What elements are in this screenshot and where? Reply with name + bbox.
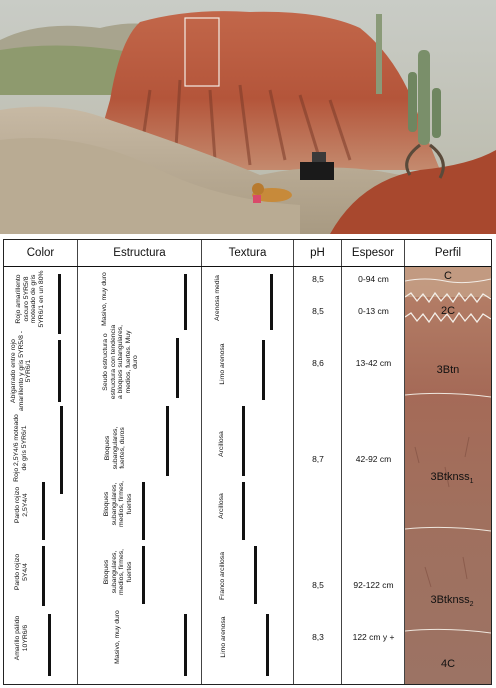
row1-color-bar bbox=[58, 274, 61, 334]
row7-espesor: 122 cm y + bbox=[352, 632, 395, 642]
row1-estructura: Masivo, muy duro bbox=[101, 272, 108, 326]
col-espesor bbox=[342, 267, 405, 684]
row6-estructura: Bloques subangulares, medios, firmes, fuertes bbox=[103, 548, 133, 596]
row1-color: Rojo amarillento oscuro 5YR5/8 moteado de gris 5YR6/1 en un 80% bbox=[15, 270, 45, 328]
row3-textura: Limo arenosa bbox=[219, 343, 226, 385]
row6-textura-bar bbox=[254, 546, 257, 604]
row7-estructura-bar bbox=[184, 614, 187, 676]
profile-label-3btknss1: 3Btknss$_1$ bbox=[430, 471, 474, 486]
row4-textura: Arcillosa bbox=[218, 431, 225, 457]
row3-estructura-bar bbox=[176, 338, 179, 398]
header-ph: pH bbox=[294, 240, 342, 266]
row5-color: Pardo rojizo 2,5Y4/4 bbox=[14, 486, 29, 524]
row2-espesor: 0-13 cm bbox=[358, 306, 389, 316]
header-estructura: Estructura bbox=[78, 240, 202, 266]
row6-ph: 8,5 bbox=[312, 580, 324, 590]
row3-espesor: 13-42 cm bbox=[355, 358, 392, 368]
row3-color: Abigarrado entre rojo amarillento y gris 5YR5/8 - 5YR6/1 bbox=[10, 330, 33, 412]
header-color: Color bbox=[4, 240, 78, 266]
row1-textura-bar bbox=[270, 274, 273, 330]
row2-ph: 8,5 bbox=[312, 306, 324, 316]
row7-textura-bar bbox=[266, 614, 269, 676]
row5-textura: Arcillosa bbox=[218, 493, 225, 519]
row3-textura-bar bbox=[262, 340, 265, 400]
row1-espesor: 0-94 cm bbox=[358, 274, 389, 284]
field-photo bbox=[0, 0, 496, 234]
profile-label-3btknss2: 3Btknss$_2$ bbox=[430, 594, 474, 609]
profile-label-4c: 4C bbox=[440, 658, 456, 670]
profile-label-2c: 2C bbox=[440, 305, 456, 317]
row7-estructura: Masivo, muy duro bbox=[114, 610, 121, 664]
header-textura: Textura bbox=[202, 240, 294, 266]
row4-espesor: 42-92 cm bbox=[355, 454, 392, 464]
profile-label-3btn: 3Btn bbox=[436, 364, 460, 376]
profile-label-c: C bbox=[444, 270, 452, 282]
row6-estructura-bar bbox=[142, 546, 145, 604]
col-ph bbox=[294, 267, 342, 684]
row4-ph: 8,7 bbox=[312, 454, 324, 464]
header-espesor: Espesor bbox=[342, 240, 405, 266]
row7-ph: 8,3 bbox=[312, 632, 324, 642]
row1-estructura-bar bbox=[184, 274, 187, 330]
row4-color-bar bbox=[60, 406, 63, 494]
row3-ph: 8,6 bbox=[312, 358, 324, 368]
soil-profile-table bbox=[3, 239, 492, 685]
row7-textura: Limo arenosa bbox=[220, 616, 227, 658]
row5-color-bar bbox=[42, 482, 45, 540]
header-perfil: Perfil bbox=[434, 247, 462, 259]
row6-textura: Franco arcillosa bbox=[219, 552, 226, 600]
row7-color-bar bbox=[48, 614, 51, 676]
row5-estructura-bar bbox=[142, 482, 145, 540]
row5-textura-bar bbox=[242, 482, 245, 540]
row4-textura-bar bbox=[242, 406, 245, 476]
row4-estructura-bar bbox=[166, 406, 169, 476]
outcrop-photo-drawing bbox=[0, 0, 496, 234]
profile-photo bbox=[405, 267, 491, 684]
row6-espesor: 92-122 cm bbox=[353, 580, 394, 590]
row3-estructura: Seudo estructura o estructura con tendencia a bloques subangulares, medios, fuertes. Muy duro bbox=[102, 324, 140, 400]
row5-estructura: Bloques subangulares, medios, firmes, fuertes bbox=[103, 480, 133, 528]
row6-color-bar bbox=[42, 546, 45, 606]
table-header bbox=[4, 240, 491, 267]
row4-color: Rojo 2,5Y4/6 moteado de gris 5YR6/1 bbox=[13, 414, 28, 482]
row1-textura: Arenosa media bbox=[214, 275, 221, 321]
row4-estructura: Bloques subangulares, fuertes, duros bbox=[104, 426, 127, 470]
row3-color-bar bbox=[58, 340, 61, 402]
row1-ph: 8,5 bbox=[312, 274, 324, 284]
row6-color: Pardo rojizo 5Y4/4 bbox=[14, 553, 29, 591]
row7-color: Amarillo pálido 10YR6/6 bbox=[14, 615, 29, 661]
